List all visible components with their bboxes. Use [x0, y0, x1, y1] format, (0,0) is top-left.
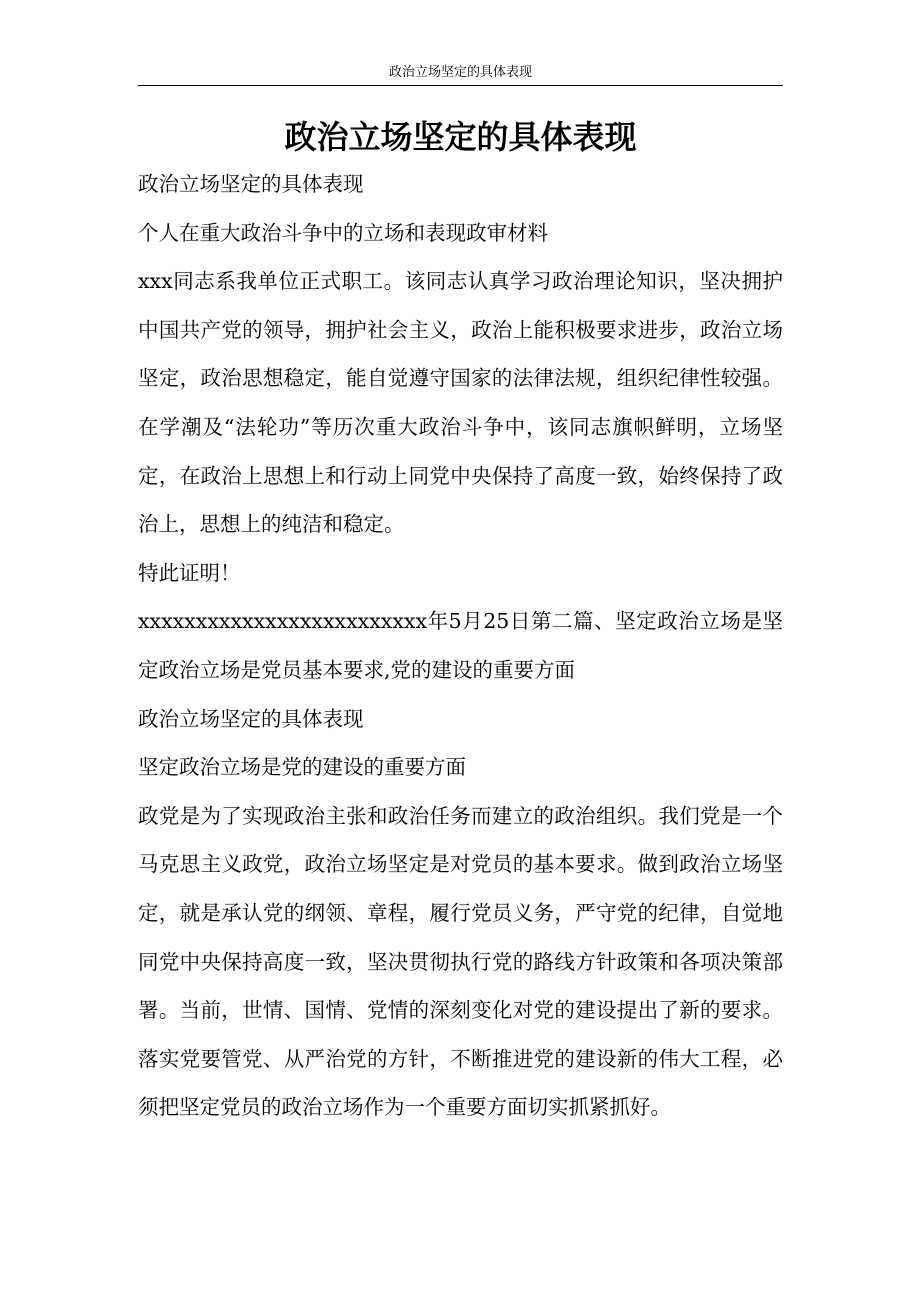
- running-header: 政治立场坚定的具体表现: [388, 65, 532, 80]
- paragraph-body: 政党是为了实现政治主张和政治任务而建立的政治组织。我们党是一个马克思主义政党，政治立场坚定是对党员的基本要求。做到政治立场坚定，就是承认党的纲领、章程，履行党员义务，严守党的纪律，自觉地同党中央保持高度一致，坚决贯彻执行党的路线方针政策和各项决策部署。当前，世情、国情、党情的深刻变化对党的建设提出了新的要求。落实党要管党、从严治党的方针，不断推进党的建设新的伟大工程，必须把坚定党员的政治立场作为一个重要方面切实抓紧抓好。: [138, 803, 783, 1120]
- document-body: [138, 160, 783, 1132]
- paragraph-subtitle-repeat: 政治立场坚定的具体表现: [138, 706, 364, 731]
- paragraph-certify: 特此证明！: [138, 560, 241, 585]
- header-divider: [138, 85, 783, 86]
- paragraph-certificate: xxx同志系我单位正式职工。该同志认真学习政治理论知识，坚决拥护中国共产党的领导，拥护社会主义，政治上能积极要求进步，政治立场坚定，政治思想稳定，能自觉遵守国家的法律法规，组织纪律性较强。在学潮及“法轮功”等历次重大政治斗争中，该同志旗帜鲜明，立场坚定，在政治上思想上和行动上同党中央保持了高度一致，始终保持了政治上，思想上的纯洁和稳定。: [138, 269, 783, 537]
- paragraph-section-heading: 坚定政治立场是党的建设的重要方面: [138, 755, 466, 780]
- paragraph-heading: 个人在重大政治斗争中的立场和表现政审材料: [138, 220, 548, 245]
- paragraph-subtitle: 政治立场坚定的具体表现: [138, 172, 364, 196]
- paragraph-date-section: xxxxxxxxxxxxxxxxxxxxxxxxx年5月25日第二篇、坚定政治立场是坚定政治立场是党员基本要求,党的建设的重要方面: [138, 609, 783, 682]
- document-title: 政治立场坚定的具体表现: [284, 118, 637, 156]
